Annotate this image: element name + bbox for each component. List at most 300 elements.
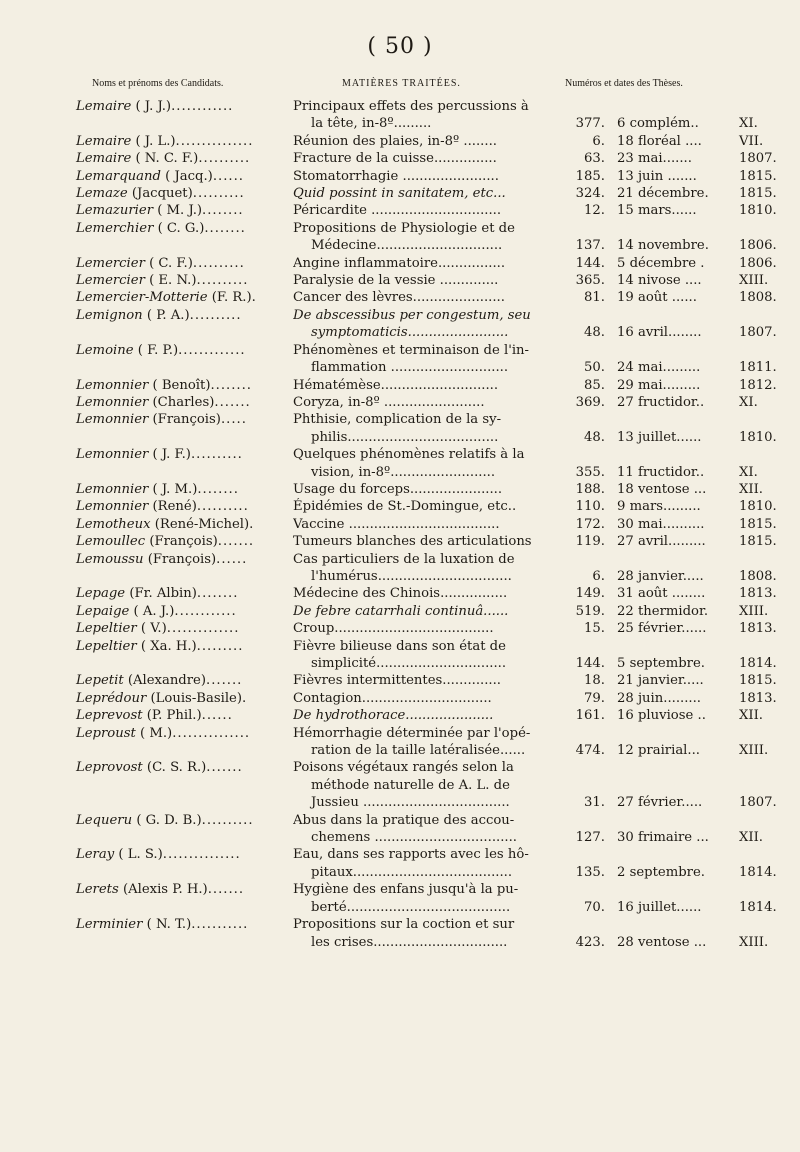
table-row xyxy=(0,846,800,881)
thesis-date-cell xyxy=(605,638,735,673)
candidate-given-names: ( M.) xyxy=(140,725,173,741)
thesis-number: 149. xyxy=(575,586,605,602)
subject-line: méthode naturelle de A. L. de xyxy=(311,777,510,793)
candidate-surname: Lepeltier xyxy=(76,638,137,654)
thesis-number: 50. xyxy=(584,360,605,376)
subject-line: De febre catarrhali continuâ...... xyxy=(293,603,509,619)
candidate-surname: Leray xyxy=(76,847,115,863)
thesis-year-cell xyxy=(735,603,797,620)
thesis-date-cell xyxy=(605,690,735,707)
subject-line: Principaux effets des percussions à xyxy=(293,99,529,114)
thesis-subject xyxy=(293,133,561,150)
leader-dots: .............. xyxy=(166,621,240,637)
subject-line: Péricardite ............................... xyxy=(293,203,502,219)
candidate-name xyxy=(0,672,293,689)
candidate-given-names: ( F. P.) xyxy=(137,342,179,358)
subject-line: Médecine.............................. xyxy=(311,238,503,254)
thesis-number: 144. xyxy=(575,656,605,671)
subject-line: berté....................................... xyxy=(311,899,511,915)
leader-dots: .......... xyxy=(192,186,245,202)
thesis-subject xyxy=(293,307,561,342)
thesis-date: 21 janvier..... xyxy=(617,673,704,689)
thesis-subject xyxy=(293,150,561,167)
candidate-surname: Lemonnier xyxy=(76,481,149,497)
leader-dots: ........ xyxy=(210,377,253,393)
thesis-year: 1812. xyxy=(739,377,777,393)
candidate-name xyxy=(0,533,293,550)
candidate-name xyxy=(0,725,293,760)
candidate-name xyxy=(0,255,293,272)
candidate-surname: Lemaire xyxy=(76,99,132,114)
candidate-surname: Leproust xyxy=(76,725,136,741)
thesis-year-cell xyxy=(735,707,797,724)
leader-dots: ........ xyxy=(204,220,246,236)
leader-dots: . xyxy=(241,690,248,706)
leader-dots: ....... xyxy=(207,882,245,898)
thesis-year: XIII. xyxy=(739,743,769,759)
candidate-given-names: ( N. T.) xyxy=(146,917,192,933)
thesis-date: 27 fructidor.. xyxy=(617,394,705,410)
thesis-year-cell xyxy=(735,638,797,673)
subject-line: Vaccine .................................... xyxy=(293,516,500,532)
thesis-date-cell xyxy=(605,446,735,481)
thesis-year: 1808. xyxy=(739,568,777,584)
thesis-number: 137. xyxy=(575,238,605,254)
candidate-surname: Lemonnier xyxy=(76,377,149,393)
thesis-number: 377. xyxy=(575,116,605,132)
table-row xyxy=(0,168,800,185)
thesis-date: 12 prairial... xyxy=(617,743,700,759)
table-row xyxy=(0,585,800,602)
thesis-number: 474. xyxy=(575,743,605,759)
table-row xyxy=(0,881,800,916)
thesis-year: XI. xyxy=(739,394,758,410)
thesis-date-cell xyxy=(605,585,735,602)
thesis-date-cell xyxy=(605,411,735,446)
thesis-number: 85. xyxy=(584,377,605,393)
thesis-year-cell xyxy=(735,516,797,533)
thesis-date-cell xyxy=(605,168,735,185)
subject-line: Poisons végétaux rangés selon la xyxy=(293,760,514,776)
candidate-name xyxy=(0,638,293,673)
candidate-surname: Lerets xyxy=(76,882,119,898)
candidate-name xyxy=(0,377,293,394)
thesis-year: 1815. xyxy=(739,516,777,532)
candidate-name xyxy=(0,707,293,724)
thesis-year: VII. xyxy=(739,133,764,149)
thesis-year: XI. xyxy=(739,464,758,480)
thesis-year-cell xyxy=(735,272,797,289)
thesis-date: 28 juin......... xyxy=(617,690,701,706)
candidate-name xyxy=(0,881,293,916)
thesis-date-cell xyxy=(605,759,735,811)
leader-dots: ...... xyxy=(216,551,248,567)
thesis-number: 161. xyxy=(575,708,605,724)
subject-line: Usage du forceps...................... xyxy=(293,481,503,497)
thesis-number-cell xyxy=(561,881,605,916)
thesis-number-cell xyxy=(561,498,605,515)
table-row xyxy=(0,150,800,167)
subject-line: Hygiène des enfans jusqu'à la pu- xyxy=(293,882,519,898)
candidate-given-names: ( N. C. F.) xyxy=(135,151,199,167)
leader-dots: .......... xyxy=(189,307,242,323)
subject-line: symptomaticis........................ xyxy=(311,325,509,341)
candidate-surname: Lemercier xyxy=(76,273,145,289)
candidate-surname: Lepaige xyxy=(76,603,130,619)
thesis-subject xyxy=(293,533,561,550)
thesis-year-cell xyxy=(735,690,797,707)
thesis-date: 29 mai......... xyxy=(617,377,701,393)
thesis-subject xyxy=(293,516,561,533)
table-row xyxy=(0,289,800,306)
leader-dots: . xyxy=(251,290,257,306)
table-row xyxy=(0,255,800,272)
table-row xyxy=(0,533,800,550)
thesis-date: 21 décembre. xyxy=(617,186,709,202)
thesis-year: 1810. xyxy=(739,203,777,219)
candidate-name xyxy=(0,98,293,133)
table-row xyxy=(0,185,800,202)
candidate-name xyxy=(0,150,293,167)
leader-dots: ........... xyxy=(191,917,249,933)
thesis-number: 63. xyxy=(584,151,605,167)
thesis-year: 1806. xyxy=(739,255,777,271)
candidate-surname: Leprédour xyxy=(76,690,147,706)
thesis-number-cell xyxy=(561,672,605,689)
thesis-date-cell xyxy=(605,620,735,637)
subject-line: Épidémies de St.-Domingue, etc.. xyxy=(293,499,517,515)
thesis-year: 1814. xyxy=(739,656,777,671)
thesis-number-cell xyxy=(561,533,605,550)
candidate-name xyxy=(0,620,293,637)
thesis-year-cell xyxy=(735,168,797,185)
leader-dots: .......... xyxy=(190,447,243,463)
candidate-given-names: (François) xyxy=(147,551,217,567)
subject-line: la tête, in-8º......... xyxy=(311,116,432,132)
thesis-number-cell xyxy=(561,638,605,673)
candidate-given-names: (Jacquet) xyxy=(131,186,193,202)
candidate-surname: Lemercier xyxy=(76,255,145,271)
thesis-subject xyxy=(293,411,561,446)
thesis-year-cell xyxy=(735,150,797,167)
thesis-year-cell xyxy=(735,585,797,602)
candidate-name xyxy=(0,916,293,951)
candidate-surname: Lemazurier xyxy=(76,203,154,219)
thesis-year-cell xyxy=(735,255,797,272)
table-row xyxy=(0,707,800,724)
thesis-number-cell xyxy=(561,168,605,185)
candidate-given-names: (F. R.) xyxy=(211,290,252,306)
leader-dots: ........ xyxy=(197,481,239,497)
thesis-date-cell xyxy=(605,255,735,272)
candidate-given-names: ( A. J.) xyxy=(133,603,175,619)
thesis-number-cell xyxy=(561,394,605,411)
subject-line: Réunion des plaies, in-8º ........ xyxy=(293,133,497,149)
page-number: ( 50 ) xyxy=(367,34,433,59)
subject-line: Jussieu ................................... xyxy=(311,795,510,811)
thesis-year: 1807. xyxy=(739,795,777,811)
thesis-year: 1807. xyxy=(739,325,777,341)
column-headers xyxy=(0,78,800,98)
subject-line: Cancer des lèvres...................... xyxy=(293,290,505,306)
leader-dots: .......... xyxy=(196,499,249,515)
thesis-year-cell xyxy=(735,98,797,133)
thesis-date: 15 mars...... xyxy=(617,203,697,219)
candidate-given-names: (Fr. Albin) xyxy=(129,586,197,602)
leader-dots: .......... xyxy=(192,255,245,271)
thesis-number: 48. xyxy=(584,429,605,445)
table-row xyxy=(0,638,800,673)
table-row xyxy=(0,446,800,481)
thesis-year: 1810. xyxy=(739,429,777,445)
candidate-surname: Leprovost xyxy=(76,760,143,776)
thesis-year: 1813. xyxy=(739,586,777,602)
thesis-number: 12. xyxy=(584,203,605,219)
thesis-date-cell xyxy=(605,881,735,916)
thesis-number-cell xyxy=(561,377,605,394)
thesis-year: 1806. xyxy=(739,238,777,254)
thesis-number: 369. xyxy=(575,394,605,410)
candidate-given-names: (P. Phil.) xyxy=(146,708,202,724)
candidate-surname: Lemoullec xyxy=(76,534,146,550)
thesis-year: XII. xyxy=(739,830,763,846)
thesis-number-cell xyxy=(561,551,605,586)
candidate-surname: Lemarquand xyxy=(76,168,161,184)
candidate-surname: Lepeltier xyxy=(76,621,137,637)
subject-line: Cas particuliers de la luxation de xyxy=(293,551,515,567)
thesis-subject xyxy=(293,551,561,586)
candidate-surname: Lequeru xyxy=(76,812,133,828)
candidate-given-names: ( E. N.) xyxy=(149,273,197,289)
candidate-name xyxy=(0,394,293,411)
thesis-number: 172. xyxy=(575,516,605,532)
thesis-date-cell xyxy=(605,516,735,533)
candidate-given-names: (René) xyxy=(152,499,197,515)
leader-dots: ....... xyxy=(217,534,255,550)
thesis-year: 1811. xyxy=(739,360,777,376)
thesis-number-cell xyxy=(561,307,605,342)
leader-dots: ............... xyxy=(172,725,251,741)
subject-line: Fièvres intermittentes.............. xyxy=(293,673,501,689)
subject-line: Quelques phénomènes relatifs à la xyxy=(293,447,525,463)
thesis-subject xyxy=(293,725,561,760)
table-row xyxy=(0,98,800,133)
thesis-year: XI. xyxy=(739,116,758,132)
thesis-number-cell xyxy=(561,759,605,811)
candidate-name xyxy=(0,289,293,306)
thesis-year-cell xyxy=(735,725,797,760)
subject-line: Propositions de Physiologie et de xyxy=(293,220,515,236)
subject-line: Eau, dans ses rapports avec les hô- xyxy=(293,847,529,863)
candidate-given-names: (Charles) xyxy=(152,394,215,410)
candidate-name xyxy=(0,307,293,342)
leader-dots: ............ xyxy=(171,99,234,114)
candidate-name xyxy=(0,585,293,602)
table-row xyxy=(0,133,800,150)
subject-line: Coryza, in-8º ........................ xyxy=(293,394,485,410)
thesis-number-cell xyxy=(561,812,605,847)
table-row xyxy=(0,394,800,411)
thesis-subject xyxy=(293,603,561,620)
thesis-date-cell xyxy=(605,725,735,760)
thesis-year: 1815. xyxy=(739,168,777,184)
thesis-year-cell xyxy=(735,411,797,446)
subject-line: Stomatorrhagie ....................... xyxy=(293,168,499,184)
leader-dots: ....... xyxy=(206,760,243,776)
candidate-name xyxy=(0,168,293,185)
thesis-date: 16 pluviose .. xyxy=(617,708,706,724)
thesis-date-cell xyxy=(605,707,735,724)
thesis-year-cell xyxy=(735,620,797,637)
subject-line: Quid possint in sanitatem, etc... xyxy=(293,186,506,202)
thesis-subject xyxy=(293,446,561,481)
table-row xyxy=(0,672,800,689)
thesis-year-cell xyxy=(735,481,797,498)
thesis-date: 13 juin ....... xyxy=(617,168,697,184)
subject-line: Croup...................................... xyxy=(293,621,494,637)
table-row xyxy=(0,759,800,811)
subject-line: philis.................................... xyxy=(311,429,499,445)
thesis-number-cell xyxy=(561,411,605,446)
thesis-number-cell xyxy=(561,185,605,202)
thesis-number-cell xyxy=(561,620,605,637)
candidate-name xyxy=(0,185,293,202)
thesis-date-cell xyxy=(605,272,735,289)
thesis-number: 79. xyxy=(584,690,605,706)
candidate-given-names: ( J. L.) xyxy=(135,133,176,149)
subject-line: Angine inflammatoire................ xyxy=(293,255,506,271)
leader-dots: ...... xyxy=(201,708,233,724)
candidate-surname: Lepage xyxy=(76,586,126,602)
thesis-date: 11 fructidor.. xyxy=(617,464,705,480)
thesis-subject xyxy=(293,812,561,847)
thesis-date: 16 avril........ xyxy=(617,325,702,341)
table-row xyxy=(0,516,800,533)
thesis-date-cell xyxy=(605,133,735,150)
header-matters: MATIÈRES TRAITÉES. xyxy=(342,78,461,89)
thesis-date: 30 mai.......... xyxy=(617,516,705,532)
subject-line: Phénomènes et terminaison de l'in- xyxy=(293,342,530,358)
table-row xyxy=(0,620,800,637)
candidate-name xyxy=(0,272,293,289)
thesis-number: 81. xyxy=(584,290,605,306)
thesis-date: 14 novembre. xyxy=(617,238,709,254)
candidate-given-names: ( Jacq.) xyxy=(165,168,213,184)
thesis-date-cell xyxy=(605,377,735,394)
thesis-table xyxy=(0,98,800,951)
thesis-number-cell xyxy=(561,342,605,377)
thesis-number-cell xyxy=(561,846,605,881)
thesis-number-cell xyxy=(561,98,605,133)
candidate-surname: Lemercier-Motterie xyxy=(76,290,208,306)
table-row xyxy=(0,603,800,620)
thesis-date-cell xyxy=(605,846,735,881)
candidate-name xyxy=(0,551,293,586)
thesis-number-cell xyxy=(561,446,605,481)
leader-dots: ....... xyxy=(206,673,243,689)
candidate-surname: Lemonnier xyxy=(76,394,149,410)
leader-dots: ............... xyxy=(162,847,241,863)
thesis-number: 18. xyxy=(584,673,605,689)
thesis-number-cell xyxy=(561,220,605,255)
candidate-surname: Leprevost xyxy=(76,708,143,724)
leader-dots: ........ xyxy=(196,586,239,602)
candidate-surname: Lemonnier xyxy=(76,499,149,515)
subject-line: Abus dans la pratique des accou- xyxy=(293,812,515,828)
table-row xyxy=(0,272,800,289)
candidate-given-names: ( M. J.) xyxy=(157,203,203,219)
thesis-year-cell xyxy=(735,551,797,586)
candidate-surname: Lemaze xyxy=(76,186,128,202)
thesis-date: 19 août ...... xyxy=(617,290,697,306)
candidate-given-names: (Alexandre) xyxy=(127,673,207,689)
candidate-surname: Lemignon xyxy=(76,307,143,323)
thesis-subject xyxy=(293,168,561,185)
table-row xyxy=(0,307,800,342)
thesis-date-cell xyxy=(605,394,735,411)
leader-dots: ....... xyxy=(214,394,251,410)
thesis-year: XIII. xyxy=(739,603,769,619)
thesis-number-cell xyxy=(561,690,605,707)
thesis-year-cell xyxy=(735,289,797,306)
subject-line: Contagion............................... xyxy=(293,690,492,706)
thesis-date-cell xyxy=(605,185,735,202)
candidate-name xyxy=(0,516,293,533)
thesis-number-cell xyxy=(561,725,605,760)
subject-line: Paralysie de la vessie .............. xyxy=(293,273,499,289)
candidate-name xyxy=(0,603,293,620)
candidate-name xyxy=(0,202,293,219)
candidate-given-names: (Louis-Basile) xyxy=(150,690,242,706)
thesis-year-cell xyxy=(735,133,797,150)
thesis-subject xyxy=(293,185,561,202)
thesis-date-cell xyxy=(605,289,735,306)
candidate-name xyxy=(0,812,293,847)
thesis-date: 28 janvier..... xyxy=(617,568,704,584)
thesis-subject xyxy=(293,707,561,724)
thesis-number: 110. xyxy=(575,499,605,515)
thesis-date-cell xyxy=(605,220,735,255)
table-row xyxy=(0,690,800,707)
thesis-number-cell xyxy=(561,603,605,620)
thesis-date: 27 février..... xyxy=(617,795,703,811)
thesis-year: 1808. xyxy=(739,290,777,306)
candidate-name xyxy=(0,690,293,707)
candidate-given-names: ( Xa. H.) xyxy=(140,638,197,654)
thesis-year: 1815. xyxy=(739,186,777,202)
thesis-year: 1807. xyxy=(739,151,777,167)
thesis-year: 1814. xyxy=(739,864,777,880)
thesis-year-cell xyxy=(735,394,797,411)
thesis-number-cell xyxy=(561,202,605,219)
thesis-year: 1813. xyxy=(739,621,777,637)
thesis-year: 1815. xyxy=(739,673,777,689)
thesis-year-cell xyxy=(735,377,797,394)
table-row xyxy=(0,551,800,586)
candidate-name xyxy=(0,411,293,446)
candidate-name xyxy=(0,133,293,150)
leader-dots: ............ xyxy=(174,603,237,619)
candidate-given-names: ( L. S.) xyxy=(118,847,163,863)
thesis-number: 355. xyxy=(575,464,605,480)
thesis-subject xyxy=(293,481,561,498)
candidate-surname: Lemaire xyxy=(76,133,132,149)
thesis-year-cell xyxy=(735,846,797,881)
candidate-surname: Lemotheux xyxy=(76,516,151,532)
thesis-subject xyxy=(293,255,561,272)
candidate-given-names: (Alexis P. H.) xyxy=(122,882,208,898)
candidate-given-names: (François) xyxy=(152,412,221,428)
